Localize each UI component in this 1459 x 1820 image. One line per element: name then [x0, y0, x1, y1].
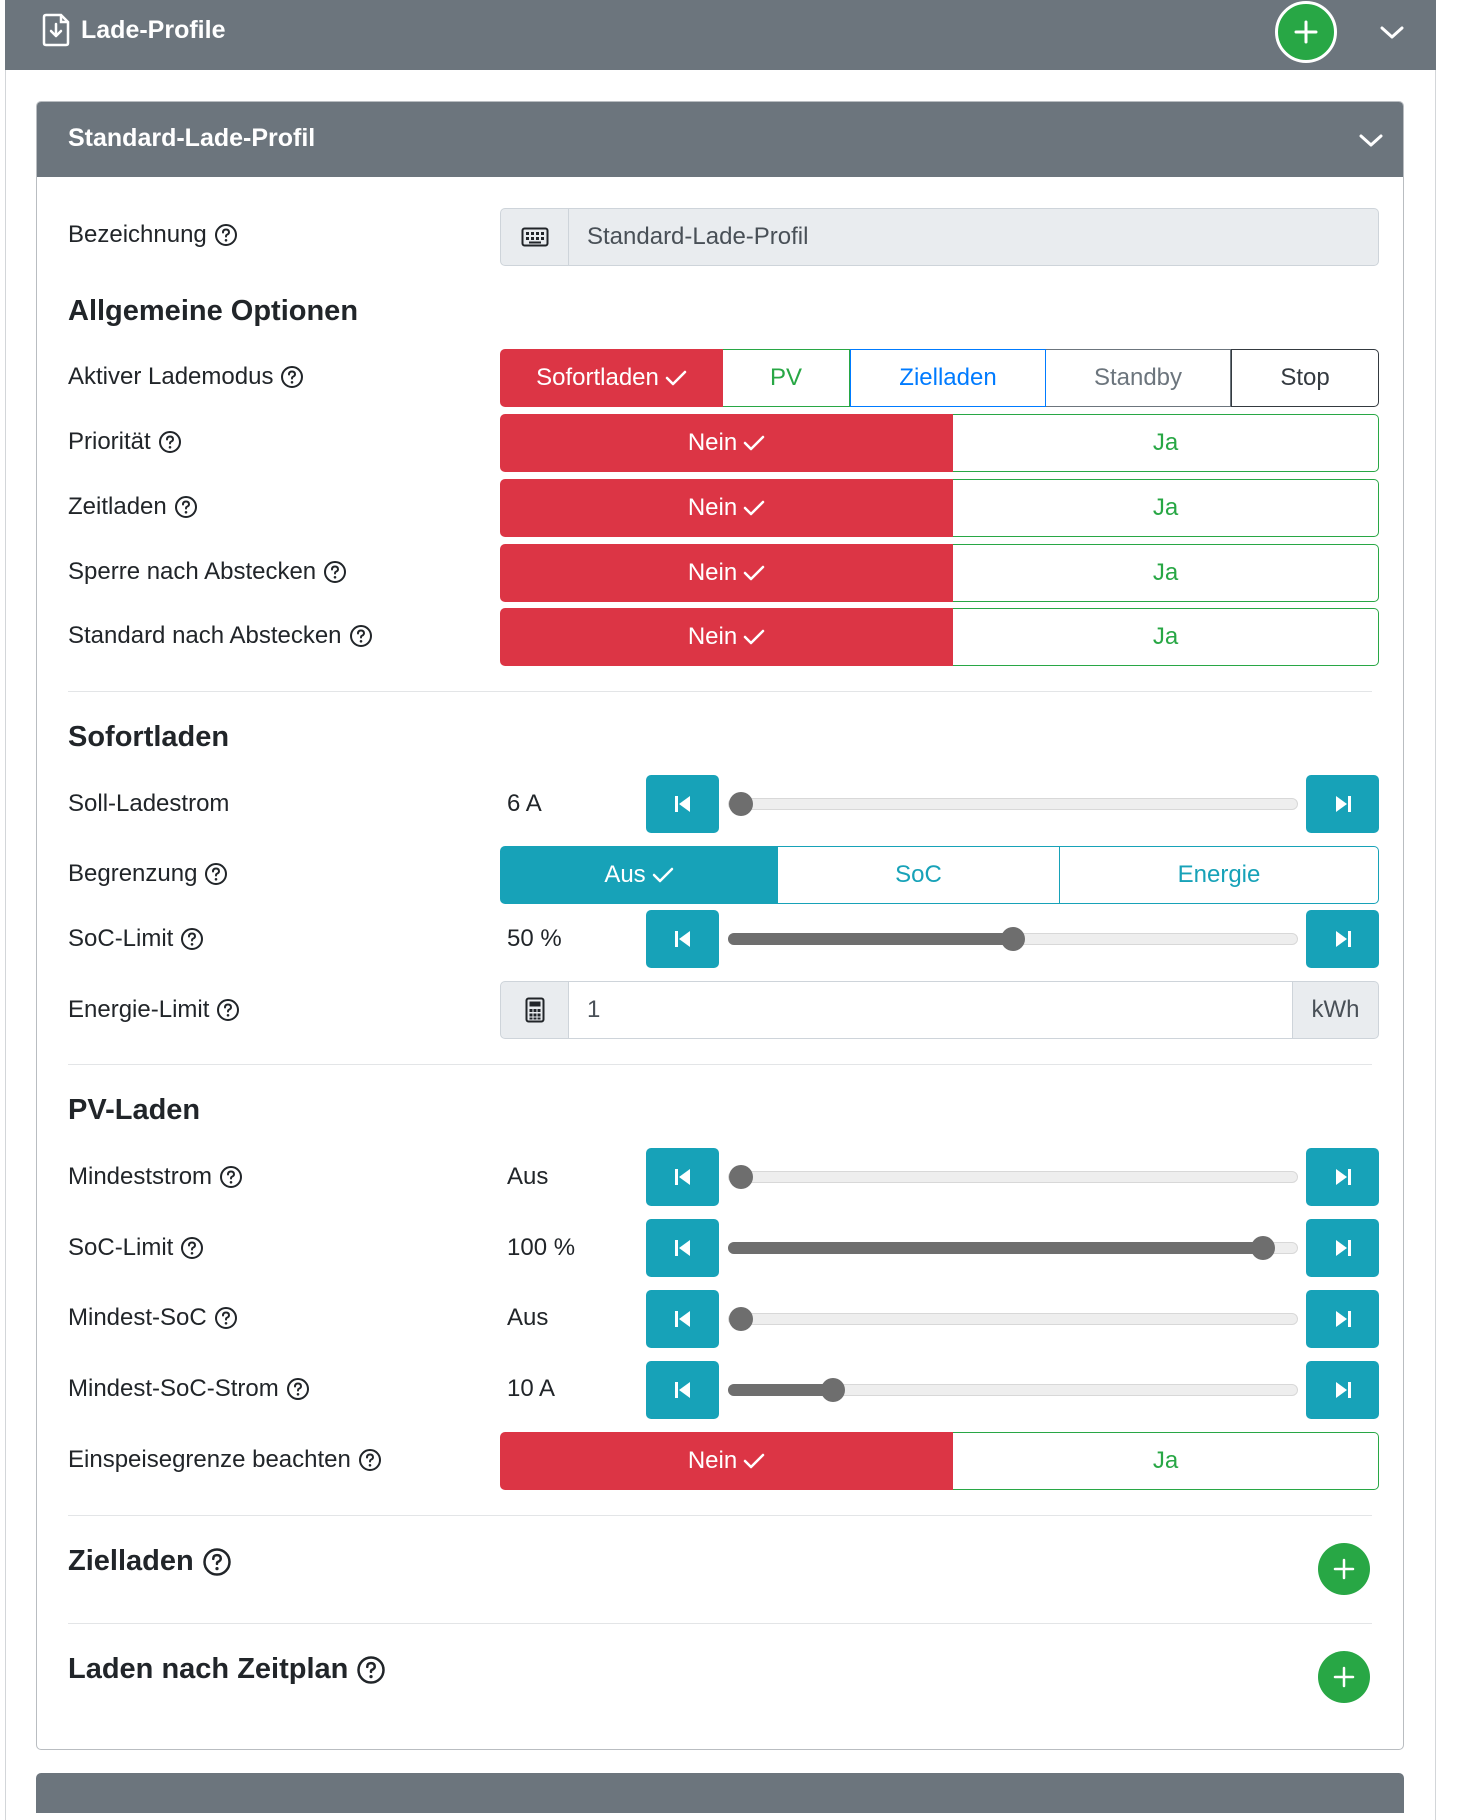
- help-icon[interactable]: [323, 560, 347, 584]
- mode-stop-button[interactable]: Stop: [1231, 349, 1379, 407]
- min-current-increase-button[interactable]: [1306, 1148, 1379, 1206]
- check-icon: [665, 369, 687, 387]
- mode-pv-button[interactable]: PV: [723, 349, 850, 407]
- energy-limit-input[interactable]: 1: [569, 981, 1293, 1039]
- instant-soc-limit-label: SoC-Limit: [68, 925, 204, 953]
- instant-soc-limit-value: 50 %: [507, 925, 562, 952]
- keyboard-icon: [500, 208, 569, 266]
- target-charging-title: Zielladen: [68, 1545, 232, 1578]
- min-soc-label: Mindest-SoC: [68, 1304, 238, 1332]
- check-icon: [743, 1452, 765, 1470]
- chevron-down-icon[interactable]: [1379, 22, 1405, 42]
- check-icon: [743, 499, 765, 517]
- add-target-charging-button[interactable]: [1318, 1543, 1370, 1595]
- time-charging-yes-button[interactable]: Ja: [953, 479, 1379, 537]
- help-icon[interactable]: [349, 624, 373, 648]
- slider-thumb[interactable]: [729, 792, 753, 816]
- instant-soc-decrease-button[interactable]: [646, 910, 719, 968]
- lock-yes-button[interactable]: Ja: [953, 544, 1379, 602]
- add-profile-button[interactable]: [1275, 1, 1337, 63]
- skip-back-icon: [673, 1237, 693, 1259]
- divider: [68, 1623, 1372, 1624]
- help-icon[interactable]: [214, 223, 238, 247]
- target-current-label: Soll-Ladestrom: [68, 790, 230, 817]
- help-icon[interactable]: [214, 1306, 238, 1330]
- divider: [68, 1064, 1372, 1065]
- instant-soc-slider[interactable]: [728, 933, 1298, 945]
- mode-zielladen-button[interactable]: Zielladen: [850, 349, 1046, 407]
- time-charging-label: Zeitladen: [68, 493, 198, 521]
- general-options-title: Allgemeine Optionen: [68, 295, 359, 327]
- calculator-icon: [500, 981, 569, 1039]
- priority-toggle: [500, 414, 1379, 472]
- limit-label: Begrenzung: [68, 860, 228, 888]
- help-icon[interactable]: [216, 998, 240, 1022]
- min-soc-value: Aus: [507, 1304, 549, 1331]
- limit-energy-button[interactable]: Energie: [1060, 846, 1379, 904]
- target-current-value: 6 A: [507, 790, 542, 817]
- profile-card-header[interactable]: [37, 102, 1403, 177]
- min-current-value: Aus: [507, 1163, 549, 1190]
- limit-off-button[interactable]: Aus: [500, 846, 778, 904]
- skip-forward-icon: [1333, 1308, 1353, 1330]
- name-label: Bezeichnung: [68, 221, 238, 249]
- instant-soc-increase-button[interactable]: [1306, 910, 1379, 968]
- priority-no-button[interactable]: Nein: [500, 414, 953, 472]
- help-icon[interactable]: [174, 495, 198, 519]
- priority-yes-button[interactable]: Ja: [953, 414, 1379, 472]
- limit-soc-button[interactable]: SoC: [778, 846, 1060, 904]
- plus-icon: [1333, 1558, 1355, 1580]
- feed-in-limit-label: Einspeisegrenze beachten: [68, 1446, 382, 1474]
- priority-label: Priorität: [68, 428, 182, 456]
- help-icon[interactable]: [180, 1236, 204, 1260]
- skip-forward-icon: [1333, 928, 1353, 950]
- default-no-button[interactable]: Nein: [500, 608, 953, 666]
- help-icon[interactable]: [356, 1655, 386, 1685]
- target-current-decrease-button[interactable]: [646, 775, 719, 833]
- divider: [68, 691, 1372, 692]
- min-soc-slider[interactable]: [728, 1313, 1298, 1325]
- help-icon[interactable]: [358, 1448, 382, 1472]
- energy-unit: kWh: [1293, 981, 1379, 1039]
- slider-thumb[interactable]: [729, 1165, 753, 1189]
- check-icon: [743, 564, 765, 582]
- min-soc-current-label: Mindest-SoC-Strom: [68, 1375, 310, 1403]
- time-charging-no-button[interactable]: Nein: [500, 479, 953, 537]
- skip-forward-icon: [1333, 1166, 1353, 1188]
- min-soc-current-decrease-button[interactable]: [646, 1361, 719, 1419]
- mode-sofortladen-button[interactable]: Sofortladen: [500, 349, 723, 407]
- help-icon[interactable]: [204, 862, 228, 886]
- schedule-charging-title: Laden nach Zeitplan: [68, 1653, 386, 1686]
- default-after-unplug-label: Standard nach Abstecken: [68, 622, 373, 650]
- next-profile-card-header[interactable]: [36, 1773, 1404, 1813]
- pv-soc-slider[interactable]: [728, 1242, 1298, 1254]
- feed-in-yes-button[interactable]: Ja: [953, 1432, 1379, 1490]
- skip-back-icon: [673, 1166, 693, 1188]
- help-icon[interactable]: [180, 927, 204, 951]
- default-yes-button[interactable]: Ja: [953, 608, 1379, 666]
- charge-mode-group: [500, 349, 1379, 407]
- help-icon[interactable]: [158, 430, 182, 454]
- plus-icon: [1333, 1666, 1355, 1688]
- profile-title: Standard-Lade-Profil: [68, 124, 316, 152]
- limit-group: [500, 846, 1379, 904]
- skip-forward-icon: [1333, 793, 1353, 815]
- add-schedule-button[interactable]: [1318, 1651, 1370, 1703]
- energy-limit-input-group: [500, 981, 1379, 1039]
- pv-soc-decrease-button[interactable]: [646, 1219, 719, 1277]
- instant-charging-title: Sofortladen: [68, 721, 230, 753]
- pv-soc-increase-button[interactable]: [1306, 1219, 1379, 1277]
- skip-back-icon: [673, 1308, 693, 1330]
- lock-after-unplug-toggle: [500, 544, 1379, 602]
- time-charging-toggle: [500, 479, 1379, 537]
- charge-mode-label: Aktiver Lademodus: [68, 363, 304, 391]
- pv-soc-limit-label: SoC-Limit: [68, 1234, 204, 1262]
- file-download-icon: [42, 13, 72, 47]
- help-icon[interactable]: [219, 1165, 243, 1189]
- check-icon: [743, 628, 765, 646]
- skip-forward-icon: [1333, 1237, 1353, 1259]
- plus-icon: [1293, 19, 1319, 45]
- skip-back-icon: [673, 1379, 693, 1401]
- header-title: Lade-Profile: [81, 16, 226, 44]
- feed-in-no-button[interactable]: Nein: [500, 1432, 953, 1490]
- divider: [68, 1515, 1372, 1516]
- name-input[interactable]: Standard-Lade-Profil: [569, 208, 1379, 266]
- target-current-slider[interactable]: [728, 798, 1298, 810]
- check-icon: [743, 434, 765, 452]
- lock-after-unplug-label: Sperre nach Abstecken: [68, 558, 347, 586]
- min-current-slider[interactable]: [728, 1171, 1298, 1183]
- min-current-label: Mindeststrom: [68, 1163, 243, 1191]
- min-soc-decrease-button[interactable]: [646, 1290, 719, 1348]
- min-soc-current-increase-button[interactable]: [1306, 1361, 1379, 1419]
- skip-forward-icon: [1333, 1379, 1353, 1401]
- help-icon[interactable]: [280, 365, 304, 389]
- energy-limit-label: Energie-Limit: [68, 996, 240, 1024]
- slider-thumb[interactable]: [1001, 927, 1025, 951]
- help-icon[interactable]: [286, 1377, 310, 1401]
- min-soc-increase-button[interactable]: [1306, 1290, 1379, 1348]
- charge-profiles-header[interactable]: [5, 0, 1436, 70]
- chevron-down-icon[interactable]: [1358, 130, 1384, 150]
- name-input-group: [500, 208, 1379, 266]
- help-icon[interactable]: [202, 1547, 232, 1577]
- min-soc-current-slider[interactable]: [728, 1384, 1298, 1396]
- pv-charging-title: PV-Laden: [68, 1094, 201, 1126]
- target-current-increase-button[interactable]: [1306, 775, 1379, 833]
- skip-back-icon: [673, 928, 693, 950]
- mode-standby-button[interactable]: Standby: [1046, 349, 1231, 407]
- slider-thumb[interactable]: [729, 1307, 753, 1331]
- feed-in-limit-toggle: [500, 1432, 1379, 1490]
- lock-no-button[interactable]: Nein: [500, 544, 953, 602]
- min-current-decrease-button[interactable]: [646, 1148, 719, 1206]
- check-icon: [652, 866, 674, 884]
- min-soc-current-value: 10 A: [507, 1375, 556, 1402]
- default-after-unplug-toggle: [500, 608, 1379, 666]
- skip-back-icon: [673, 793, 693, 815]
- pv-soc-limit-value: 100 %: [507, 1234, 576, 1261]
